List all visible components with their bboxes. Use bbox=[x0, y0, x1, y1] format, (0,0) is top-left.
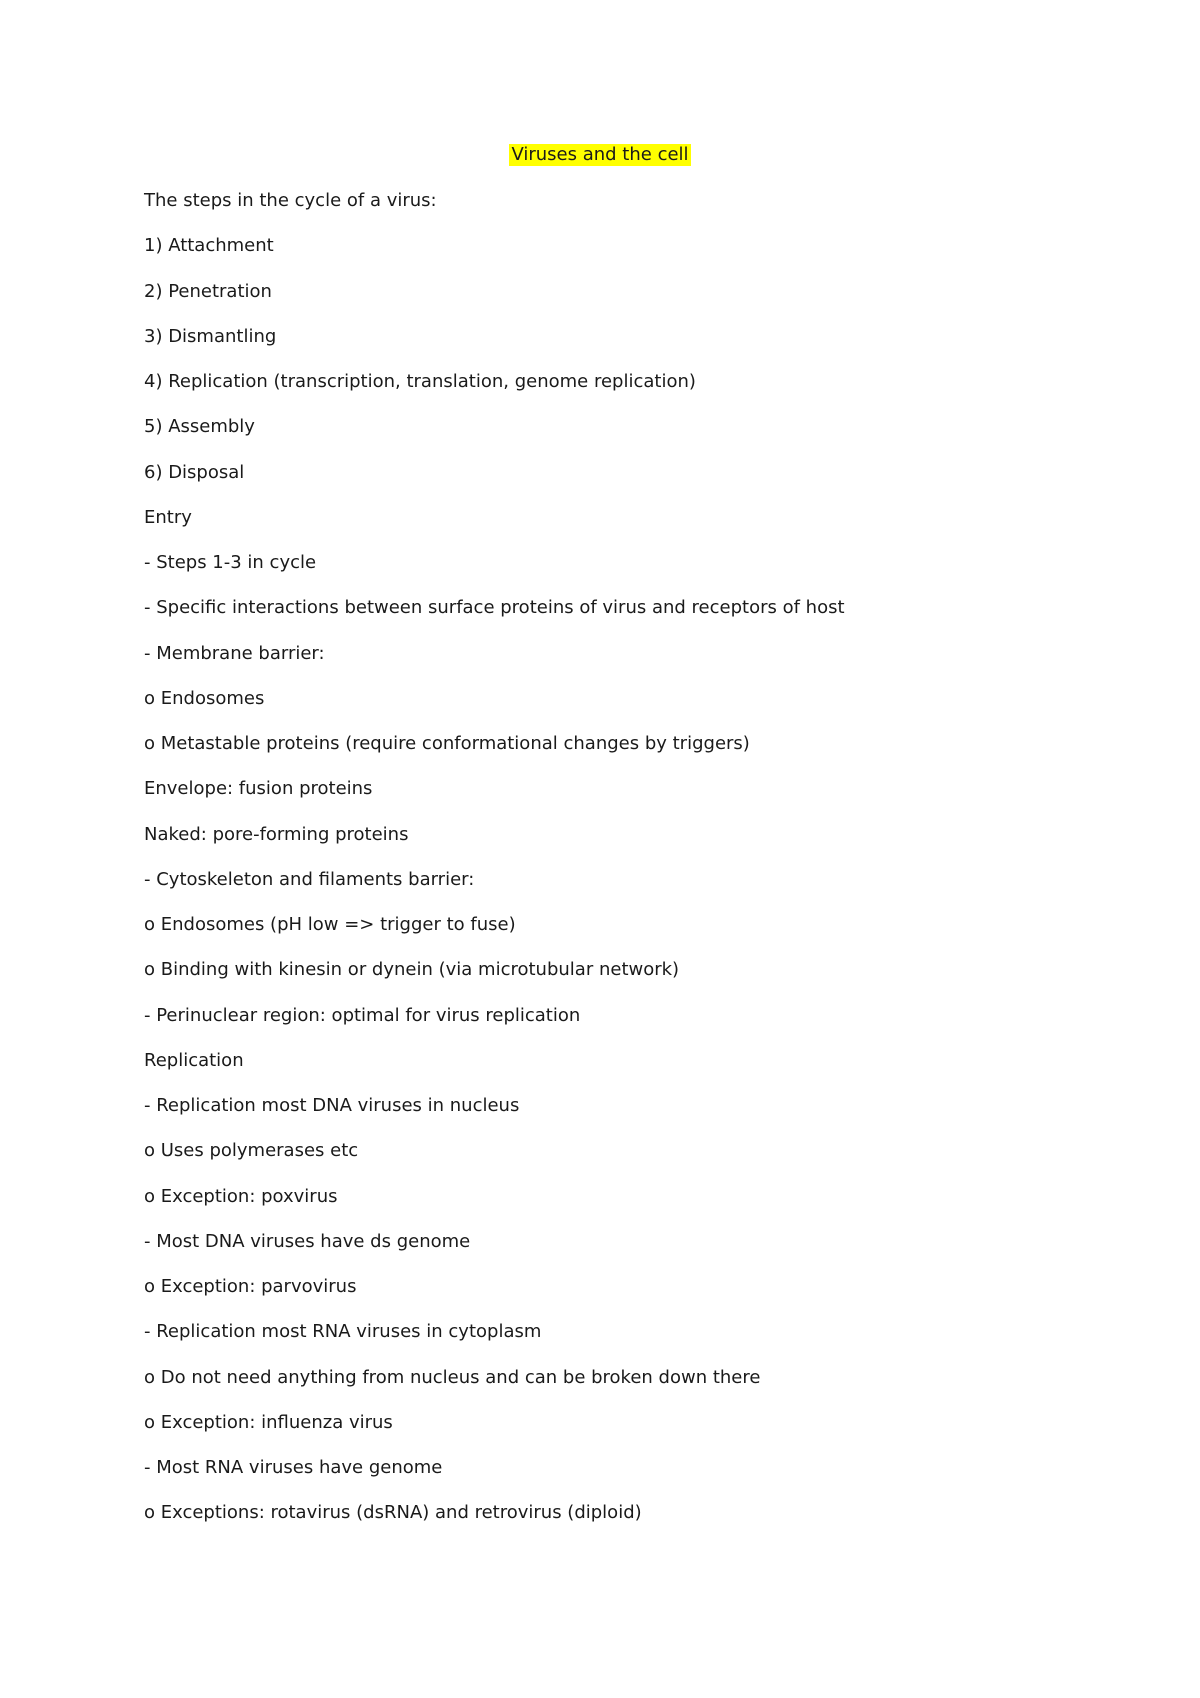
text-line: o Exception: parvovirus bbox=[144, 1276, 357, 1297]
text-line: Naked: pore-forming proteins bbox=[144, 823, 409, 845]
text-line: - Specific interactions between surface proteins of virus and receptors of host bbox=[144, 597, 845, 619]
text-line: Envelope: fusion proteins bbox=[144, 778, 373, 800]
text-line: 2) Penetration bbox=[144, 280, 272, 302]
text-line: o Binding with kinesin or dynein (via microtubular network) bbox=[144, 959, 680, 981]
text-line: o Endosomes bbox=[144, 687, 265, 709]
text-line: o Exceptions: rotavirus (dsRNA) and retrovirus (diploid) bbox=[144, 1502, 642, 1524]
text-line: o Exception: poxvirus bbox=[144, 1185, 338, 1207]
text-line: o Endosomes (pH low => trigger to fuse) bbox=[144, 914, 516, 935]
text-line: 3) Dismantling bbox=[144, 325, 277, 347]
text-line: 1) Attachment bbox=[144, 235, 274, 257]
notes-body bbox=[144, 190, 1144, 1548]
text-line: - Perinuclear region: optimal for virus replication bbox=[144, 1004, 581, 1026]
text-line: o Do not need anything from nucleus and can be broken down there bbox=[144, 1366, 761, 1388]
text-line: - Replication most RNA viruses in cytoplasm bbox=[144, 1321, 542, 1343]
text-line: 5) Assembly bbox=[144, 416, 255, 438]
text-line: - Steps 1-3 in cycle bbox=[144, 552, 317, 573]
text-line: The steps in the cycle of a virus: bbox=[144, 190, 437, 211]
text-line: - Cytoskeleton and filaments barrier: bbox=[144, 868, 475, 890]
text-line: o Exception: influenza virus bbox=[144, 1411, 393, 1433]
text-line: 4) Replication (transcription, translation, genome replication) bbox=[144, 371, 696, 392]
text-line: - Replication most DNA viruses in nucleus bbox=[144, 1095, 520, 1116]
title-row bbox=[0, 144, 1200, 166]
text-line: o Uses polymerases etc bbox=[144, 1140, 359, 1162]
text-line: Entry bbox=[144, 506, 192, 528]
text-line: o Metastable proteins (require conformational changes by triggers) bbox=[144, 733, 750, 754]
text-line: - Membrane barrier: bbox=[144, 642, 325, 664]
text-line: - Most RNA viruses have genome bbox=[144, 1457, 443, 1478]
text-line: 6) Disposal bbox=[144, 461, 245, 483]
page-title: Viruses and the cell bbox=[511, 144, 689, 165]
text-line: - Most DNA viruses have ds genome bbox=[144, 1230, 471, 1252]
text-line: Replication bbox=[144, 1049, 244, 1071]
